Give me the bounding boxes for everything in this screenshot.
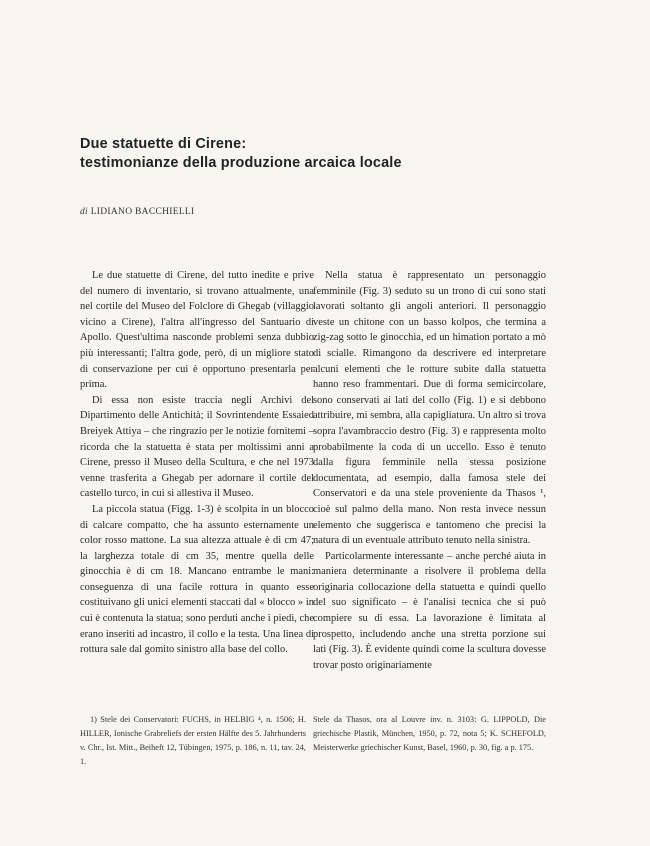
title-line-2: testimonianze della produzione arcaica locale — [80, 155, 402, 171]
paragraph: Di essa non esiste traccia negli Archivi del Dipartimento delle Antichità; il Sovrintendente Essaied Breiyek Attiya – che ringrazio per le notizie fornitemi – ricorda che la statuetta è stata per moltissimi anni a Cirene, presso il Museo della Scultura, e che nel 1973 venne trasferita a Ghegab per adornare il cortile del castello turco, in cui si allestiva il Museo. — [80, 394, 314, 500]
paragraph: Particolarmente interessante – anche perché aiuta in maniera determinante a risolvere il problema della originaria collocazione della statuetta e quindi quello del suo significato – è l'analisi tecnica che si può compiere su di essa. La lavorazione è limitata al prospetto, includendo anche una stretta porzione sui lati (Fig. 3). È evidente quindi come la scultura dovesse trovar posto originariamente — [313, 550, 546, 671]
author-prefix: di — [80, 207, 88, 217]
footnote: 1) Stele dei Conservatori: FUCHS, in HELBIG ⁴, n. 1506; H. HILLER, Ionische Grabreliefs der ersten Hälfte des 5. Jahrhunderts v. Chr., Ist. Mitt., Beiheft 12, Tübingen, 1975, p. 186, n. 11, tav. 24, 1. — [80, 715, 306, 766]
body-column-left — [80, 268, 314, 658]
article-title — [80, 135, 580, 173]
author-line — [80, 207, 195, 217]
title-line-1: Due statuette di Cirene: — [80, 136, 247, 152]
author-name: LIDIANO BACCHIELLI — [90, 207, 195, 217]
body-column-right — [313, 268, 546, 673]
footnote-continuation: Stele da Thasos, ora al Louvre inv. n. 3103: G. LIPPOLD, Die griechische Plastik, München, 1950, p. 72, nota 5; K. SCHEFOLD, Meisterwerke griechischer Kunst, Basel, 1960, p. 30, fig. a p. 175. — [313, 715, 546, 752]
paragraph: La piccola statua (Figg. 1-3) è scolpita in un blocco di calcare compatto, che ha assunto esternamente un color rosso mattone. La sua altezza attuale è di cm 47; la larghezza totale di cm 35, mentre quella delle ginocchia è di cm 18. Mancano entrambe le mani: conseguenza di una facile rottura in quanto esse costituivano gli unici elementi staccati dal « blocco » in cui è contenuta la statua; sono perduti anche i piedi, che erano inseriti ad incastro, il collo e la testa. Una linea di rottura sale dal gomito sinistro alla base del collo. — [80, 503, 314, 656]
footnote-column-left — [80, 713, 306, 769]
paragraph: Nella statua è rappresentato un personaggio femminile (Fig. 3) seduto su un trono di cui sono stati lavorati soltanto gli angoli anteriori. Il personaggio veste un chitone con un basso kolpos, che termina a zig-zag sotto le ginocchia, ed un himation portato a mò di scialle. Rimangono da descrivere ed interpretare alcuni elementi che le rotture subite dalla statuetta hanno reso frammentari. Due di forma semicircolare, sono conservati ai lati del collo (Fig. 1) e si debbono attribuire, mi sembra, alla capigliatura. Un altro si trova sopra l'avambraccio destro (Fig. 3) e rappresenta molto probabilmente la coda di un uccello. Esso è tenuto dalla figura femminile nella stessa posizione documentata, ad esempio, dalla famosa stele dei Conservatori e da una stele proveniente da Thasos ¹, cioè sul palmo della mano. Non resta invece nessun elemento che suggerisca e tantomeno che precisi la natura di un eventuale attributo tenuto nella sinistra. — [313, 270, 546, 547]
paragraph: Le due statuette di Cirene, del tutto inedite e prive del numero di inventario, si trovano attualmente, una nel cortile del Museo del Folclore di Ghegab (villaggio vicino a Cirene), l'altra all'ingresso del Santuario di Apollo. Quest'ultima nasconde problemi senza dubbio più interessanti; l'altra gode, però, di un migliore stato di conservazione per cui è opportuno presentarla per prima. — [80, 270, 314, 391]
footnote-column-right — [313, 713, 546, 755]
